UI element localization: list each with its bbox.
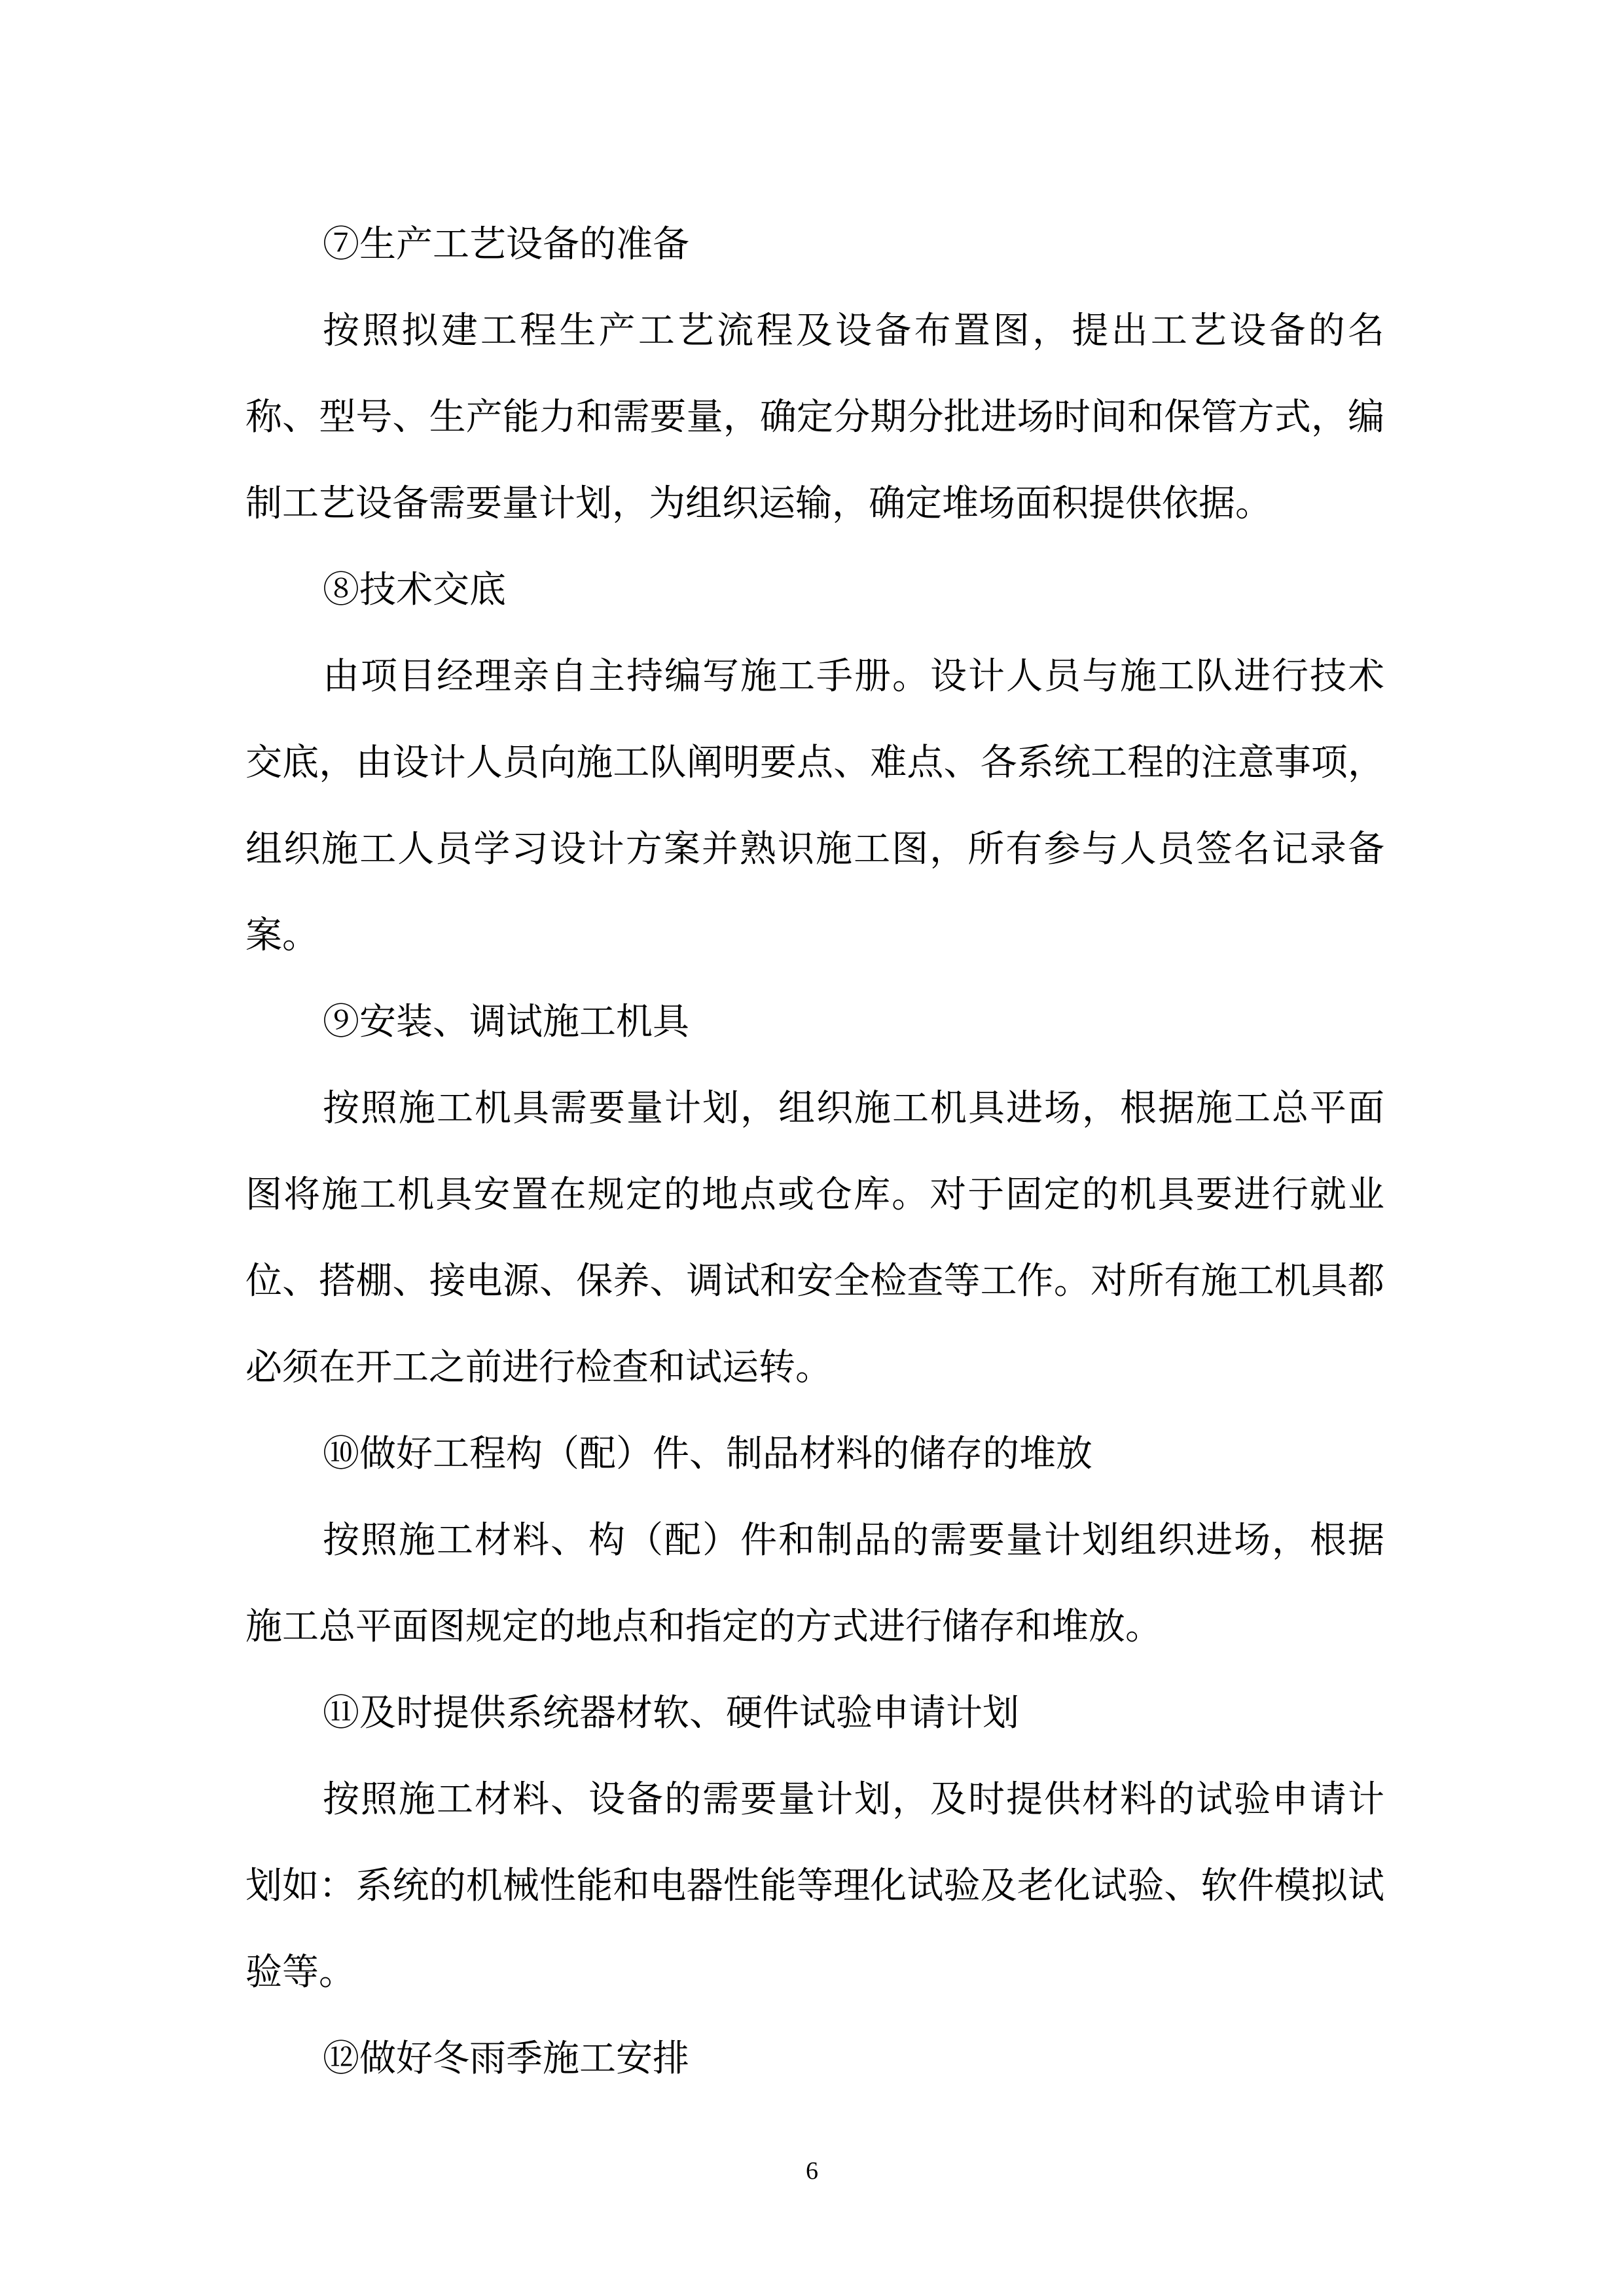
page-number: 6 [806, 2157, 818, 2185]
section-paragraph: 按照拟建工程生产工艺流程及设备布置图，提出工艺设备的名称、型号、生产能力和需要量，确定分期分批进场时间和保管方式，编制工艺设备需要量计划，为组织运输，确定堆场面积提供依据。 [245, 310, 1384, 525]
section-heading: ⑩做好工程构（配）件、制品材料的储存的堆放 [323, 1433, 1092, 1475]
section-heading: ⑧技术交底 [323, 569, 506, 611]
section-paragraph: 按照施工材料、设备的需要量计划，及时提供材料的试验申请计划如：系统的机械性能和电器性能等理化试验及老化试验、软件模拟试验等。 [245, 1778, 1384, 1994]
section-paragraph: 按照施工机具需要量计划，组织施工机具进场，根据施工总平面图将施工机具安置在规定的地点或仓库。对于固定的机具要进行就业位、搭棚、接电源、保养、调试和安全检查等工作。对所有施工机具都必须在开工之前进行检查和试运转。 [245, 1087, 1384, 1389]
section-heading: ⑦生产工艺设备的准备 [323, 223, 689, 266]
section-heading: ⑫做好冬雨季施工安排 [323, 2037, 689, 2080]
section-paragraph: 按照施工材料、构（配）件和制品的需要量计划组织进场，根据施工总平面图规定的地点和指定的方式进行储存和堆放。 [245, 1519, 1384, 1648]
section-heading: ⑪及时提供系统器材软、硬件试验申请计划 [323, 1692, 1019, 1734]
document-body [245, 202, 1384, 2102]
section-paragraph: 由项目经理亲自主持编写施工手册。设计人员与施工队进行技术交底，由设计人员向施工队阐明要点、难点、各系统工程的注意事项，组织施工人员学习设计方案并熟识施工图，所有参与人员签名记录备案。 [245, 655, 1384, 957]
section-heading: ⑨安装、调试施工机具 [323, 1001, 689, 1043]
